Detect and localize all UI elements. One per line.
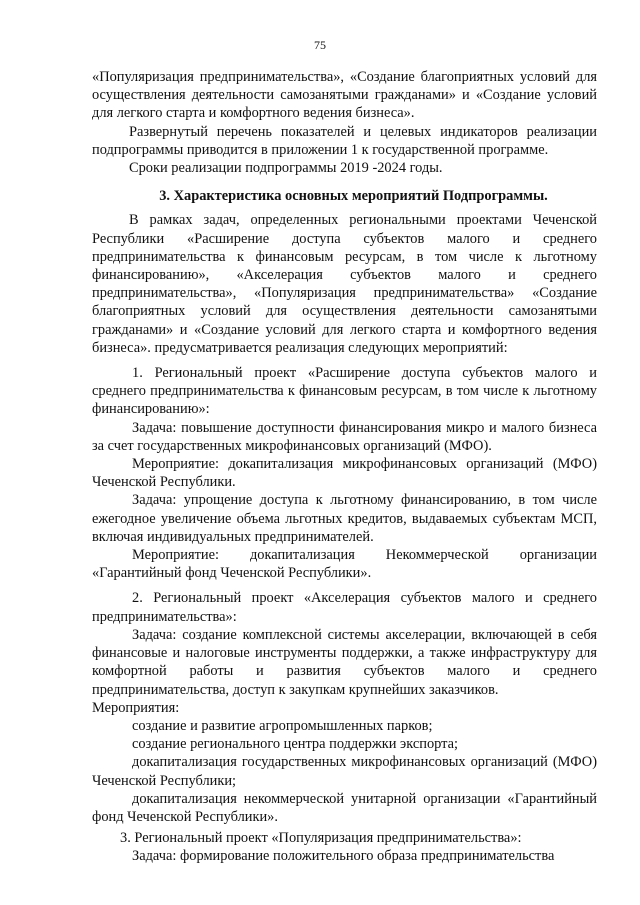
project-2-measures-label: Мероприятия: <box>92 699 180 716</box>
project-1-title: 1. Региональный проект «Расширение доступа субъектов малого и среднего предпринимательства к финансовым ресурсам, в том числе к льготному финансированию»: <box>92 365 597 418</box>
project-1-task-2: Задача: упрощение доступа к льготному финансированию, в том числе ежегодное увеличение объема льготных кредитов, выдаваемых субъектам МСП, включая индивидуальных предпринимателей. <box>92 492 597 545</box>
page-number: 75 <box>314 38 326 52</box>
project-1-measure-1: Мероприятие: докапитализация микрофинансовых организаций (МФО) Чеченской Республики. <box>92 456 597 491</box>
project-1-task-1: Задача: повышение доступности финансирования микро и малого бизнеса за счет государственных микрофинансовых организаций (МФО). <box>92 419 597 454</box>
project-3-title: 3. Региональный проект «Популяризация предпринимательства»: <box>120 830 522 847</box>
project-2-task: Задача: создание комплексной системы акселерации, включающей в себя финансовые и налоговые инструменты поддержки, а также инфраструктуру для комфортной работы и развития субъектов малого и среднего предпринимательства, доступ к закупкам крупнейших заказчиков. <box>92 626 597 698</box>
paragraph-continuation: «Популяризация предпринимательства», «Создание благоприятных условий для осуществления деятельности самозанятыми гражданами» и «Создание условий для легкого старта и комфортного ведения бизнеса». <box>92 69 597 122</box>
project-2-measure-item: докапитализация государственных микрофинансовых организаций (МФО) Чеченской Республики; <box>92 754 597 789</box>
project-3-task: Задача: формирование положительного образа предпринимательства <box>132 848 555 865</box>
project-2-measure-item: создание и развитие агропромышленных парков; <box>132 717 433 734</box>
paragraph-timeline: Сроки реализации подпрограммы 2019 -2024 годы. <box>129 160 443 177</box>
project-2-measure-item: создание регионального центра поддержки экспорта; <box>132 736 459 753</box>
document-body <box>92 68 597 866</box>
paragraph-intro: В рамках задач, определенных региональными проектами Чеченской Республики «Расширение доступа субъектов малого и среднего предпринимательства к финансовым ресурсам, в том числе к льготному финансированию», «Акселерация субъектов малого и среднего предпринимательства», «Популяризация предпринимательства» «Создание благоприятных условий для осуществления деятельности самозанятыми гражданами» и «Создание условий для легкого старта и комфортного ведения бизнеса». предусматривается реализация следующих мероприятий: <box>92 212 597 356</box>
paragraph-indicators: Развернутый перечень показателей и целевых индикаторов реализации подпрограммы приводится в приложении 1 к государственной программе. <box>92 123 597 158</box>
project-1-measure-2: Мероприятие: докапитализация Некоммерческой организации «Гарантийный фонд Чеченской Республики». <box>92 547 597 582</box>
project-2-measure-item: докапитализация некоммерческой унитарной организации «Гарантийный фонд Чеченской Республики». <box>92 790 597 825</box>
project-2-title: 2. Региональный проект «Акселерация субъектов малого и среднего предпринимательства»: <box>92 590 597 625</box>
section-heading: 3. Характеристика основных мероприятий Подпрограммы. <box>159 188 548 205</box>
